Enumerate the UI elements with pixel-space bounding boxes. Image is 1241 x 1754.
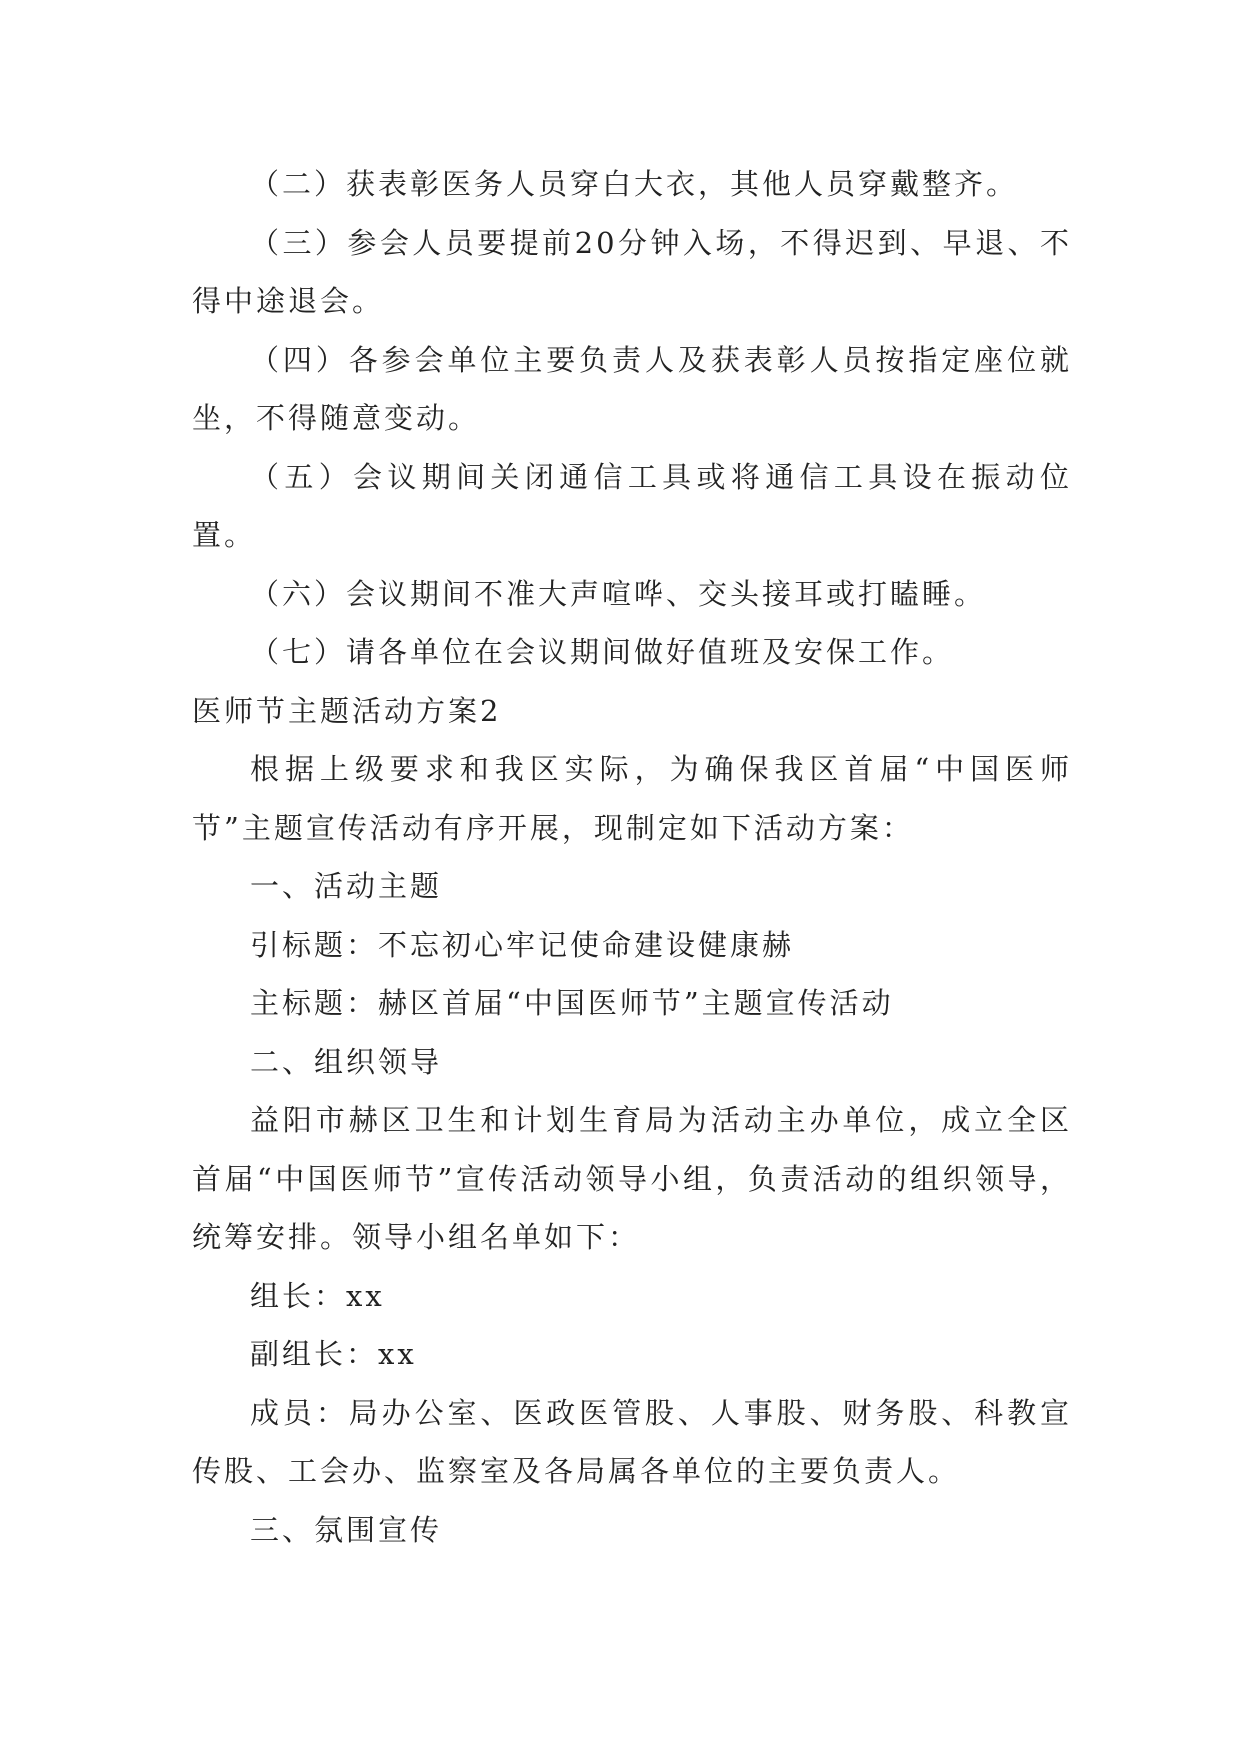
paragraph-organizer: 益阳市赫区卫生和计划生育局为活动主办单位，成立全区首届“中国医师节”宣传活动领导小组，负责活动的组织领导，统筹安排。领导小组名单如下： — [192, 1103, 1072, 1254]
paragraph-arrival-time: （三）参会人员要提前20分钟入场，不得迟到、早退、不得中途退会。 — [192, 225, 1072, 318]
paragraph-seating: （四）各参会单位主要负责人及获表彰人员按指定座位就坐，不得随意变动。 — [192, 342, 1072, 435]
paragraph-dress-code: （二）获表彰医务人员穿白大衣，其他人员穿戴整齐。 — [250, 167, 1019, 201]
section-title: 医师节主题活动方案2 — [192, 693, 502, 728]
paragraph-deputy-leader: 副组长：xx — [250, 1337, 417, 1371]
heading-theme: 一、活动主题 — [250, 869, 443, 903]
paragraph-quiet: （六）会议期间不准大声喧哗、交头接耳或打瞌睡。 — [250, 576, 987, 611]
paragraph-leader: 组长：xx — [250, 1278, 385, 1313]
heading-atmosphere: 三、氛围宣传 — [250, 1512, 443, 1547]
paragraph-intro: 根据上级要求和我区实际，为确保我区首届“中国医师节”主题宣传活动有序开展，现制定如下活动方案： — [192, 752, 1072, 845]
paragraph-lead-title: 引标题：不忘初心牢记使命建设健康赫 — [250, 927, 795, 962]
document-body — [192, 155, 1072, 1559]
heading-organization: 二、组织领导 — [250, 1044, 443, 1079]
paragraph-members: 成员：局办公室、医政医管股、人事股、财务股、科教宣传股、工会办、监察室及各局属各单位的主要负责人。 — [192, 1395, 1072, 1488]
paragraph-phones: （五）会议期间关闭通信工具或将通信工具设在振动位置。 — [192, 459, 1072, 552]
paragraph-duty: （七）请各单位在会议期间做好值班及安保工作。 — [250, 635, 955, 669]
paragraph-main-title: 主标题：赫区首届“中国医师节”主题宣传活动 — [250, 986, 894, 1020]
